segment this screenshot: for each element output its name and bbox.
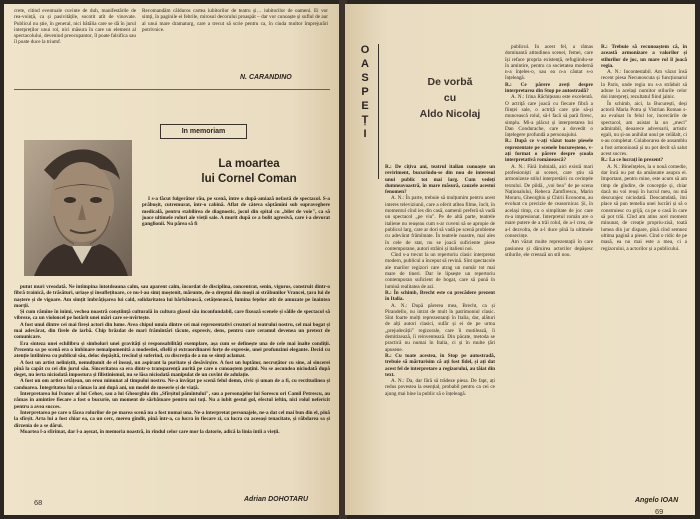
portrait-photo <box>24 140 132 276</box>
section-title-letter: P <box>361 86 369 98</box>
obituary-paragraph: A fost unul dintre cei mai fireși actori din lume. Avea chipul unuia dintre cei mai reprezentativi creatori ai teatrului nostru, cel mai bogat și mai adevărat, din firele de iarbă. Chip brăzdat de mari frămîntări tăcute, expresiv, dens, pentru care ceramul devenea un pretext de comunicare. <box>14 321 330 341</box>
interview-answer: Am văzut multe reprezentații în care pasiunea și dăruirea actorilor depășesc stilurile, ele creează un stil nou. <box>505 239 593 258</box>
prev-article-col1: crete, citind eventuale cuvinte de duh, manifestările de rea-voință, ca și pasivitățile, socotit atît de vinovate. Publicul nu știe, în general, nici bătălia care se dă în jurul interpreților unui rol, nici măsura în care un element al spectacolului, devenind preocupantor, îl poate falsifica sau îl poate duce la triumf. <box>14 8 136 46</box>
section-title-letter: S <box>361 72 369 84</box>
interview-answer: A. N.: Fără îndoială, aici există mari profesioniști ai scenei, care știu să armonizeze stilul interpretării cu cerințele textului. De pildă, „voi bea" de pe scena Naționalului, Rebeca Zamfirescu, Marin Moraru, Gheorghiu și Chirii Economu, au evoluat cu precizie de ceasornicar. Și, în același timp, cu o simplitate de joc care m-a impresionat. Interpretul român are o mare putere de a trăi rolul, de a-l crea, de a-l dezvolta, de a-l duce pînă la ultimele consecințe. <box>505 163 593 239</box>
interview-question: R.: Cu toate acestea, în Stop pe autostradă, trebuie să mărturisim că ați fost fidel, și ați dat acest fel de interpretare a regizorului, au tăiat din text. <box>385 352 495 378</box>
page-number-left: 68 <box>34 498 43 507</box>
interview-answer: În schimb, aici, la București, deși actorii Maria Potra și Vistrian Roman s-au evaluat în felul lor, încercările de spectacol, am asistat la un „meci" admirabil, deoarece adversarii, artistic egali, nu și-au anihilat unul pe celălalt, ci s-au completat. Colaborarea de ansamblu a fost armonioasă și nu pot decît să salut acest succes. <box>601 100 687 158</box>
memoriam-label: In memoriam <box>181 128 226 135</box>
section-divider <box>14 89 330 90</box>
obituary-paragraph: A fost un artist neliniștit, nemulțumit de el însuși, un aspirant la puritate și desăvîrșire. A fost un luptător, necruțător cu sine, al sincerei pînă la capăt cu cei din jurul său. Sinceritatea sa era dintr-o transparență aurită pe care o cunoaștem puțini. Nu se ascundea niciodată după deget, nu ierta niciodată impostura și filistinismul, nu se lăsa niciodată manipulat de un cuvînt de adulație. <box>14 359 330 379</box>
interview-question: R.: Trebuie să recunoaștem că, în această armonizare a valorilor și stilurilor de joc, un mare rol îl joacă regia. <box>601 44 687 69</box>
obituary-body <box>14 284 330 492</box>
obituary-title-line1: La moartea <box>218 158 280 170</box>
obituary-paragraph: Moartea l-a sfîrîmat, dar l-a așezat, în memoria noastră, în rîndul celor care mor la datorie, adică la linia întîi a vieții. <box>20 428 280 435</box>
memoriam-label-box <box>160 124 247 139</box>
interview-answer: A. N.: În parte, trebuie să mulțumim pentru acest interes televiziunii, care a oferit atîtea filme, încît, în momentul cînd ies din casă, oamenii preferă să vadă un spectacol „pe viu". Pe de altă parte, teatrele italiene nu reușeau cum s-ar cuveni să se apropie de publicul larg, care ar dori să vadă pe scenă probleme cu adevărat frămîntate. În teatrele noastre, mai ales în cele de stat, nu se joacă suficiente piese contemporane, autori străini și italieni noi. <box>385 195 495 252</box>
interview-question: R.: De cîțiva ani, teatrul italian cunoaște un reviriment, bucurîndu-se din nou de interesul unui public tot mai larg. Cum vedeți dumneavoastră, în mare măsură, cauzele acestui fenomen? <box>385 164 495 196</box>
section-title-letter: Ț <box>361 114 369 126</box>
interview-question: R.: După ce v-ați văzut toate piesele reprezentate pe scenele bucureștene, v-ați format o părere despre școala interpretativă românească? <box>505 138 593 164</box>
interview-question: R.: Ce părere aveți despre interpretarea din Stop pe autostradă? <box>505 81 593 95</box>
interview-title-line3: Aldo Nicolaj <box>419 108 481 120</box>
interview-question: R.: În schimb, Brecht este cu precădere prezent în Italia. <box>385 289 495 303</box>
section-title-rule <box>378 44 379 179</box>
obituary-paragraph: putut muri vreodată. Ne întîmpina întotdeauna calm, sau aparent calm, încordat de disciplina, concentrat, senin, viguros, construit dintr-o fibră trainică, de trăsături, uriașe și însuflețitoare, ce nu-l-au simț moștenit, mărunte, de-a dreptul din moșii ai străbunilor Vrancei, țara lui de naștere și de vigoare. Am simțit îmbrățișarea lui cald, solidaritatea lui bărbătească, cetățenească, lumina fețelor atît de amuzate pe înaintea morții. <box>14 284 330 309</box>
interview-answer: Cînd s-a trecut la un repertoriu clasic interpretat modern, publicul a început să revină. Sînt spectacole ale marilor regizori care atrag un număr tot mai mare de tineri. Dar le lipsește un repertoriu contemporan suficient de bogat, care să pună în lumină realitatea de azi. <box>385 252 495 290</box>
obituary-paragraph: Și cum rămîne în inimi, vechea noastră conștiință culturală în cultura glasul său inconfundabil, care fixează scenele și sălile de spectacol să vibreze, ca un violoncel pe hotărît unei mări care se-nvîrtește. <box>14 309 330 322</box>
prev-article-author: N. CARANDINO <box>240 74 292 81</box>
right-page <box>345 4 695 515</box>
obituary-paragraph: Interpretarea pe care o făcea rolurilor de pe marea scenă nu a fost numai una. Ne-a interpretat personajele, ne-a dat cel mai bun din el, pînă la sfîrșit. Arta lui a fost chiar ea, ca un cerc, mereu gîndit, pînă într-a, ca lucra în fiecare zi, ca lucra cu aceeași tenacitate, și răbdarea sa și dîrzenia de a se dărui. <box>14 409 330 429</box>
interview-answer: A. N.: Bineînțeles, la o nouă comedie, dar încă nu pot da amănunte asupra ei. Important, pentru mine, este acum să am timp de gîndire, de concepție și, chiar dacă nu voi reuși în lucrul meu, nu mă descurajez niciodată. Deocamdată, îmi place să pun temelia unei lucrări și să o construiesc cu grijă, ca pe o casă în care să pot trăi. Cînd am atins acel moment minunat, de creație propriu-zisă, toată lumea din jur dispare, pînă cînd semnez ultima pagină a piesei. Cînd o ridic de pe masă, ea nu mai este a mea, ci a regizorului, a actorilor și a publicului. <box>601 163 687 252</box>
section-title-letter: A <box>361 58 369 70</box>
interview-column-2 <box>505 44 593 509</box>
obituary-author: Adrian DOHOTARU <box>244 496 309 503</box>
portrait-image <box>24 140 132 276</box>
obituary-lead <box>142 196 330 282</box>
prev-article-col2: Recomandăm călduros cartea iubitorilor de teatru și… iubitorilor de oameni. Ei vor simți, în paginile ei febrile, mirosul decorului proaspăt – dar vor cunoaște și suflul de aur al unui mare dramaturg, care a trecut să scrie pentru ca, în ciuda multor împrejurări potrivnice. <box>142 8 328 33</box>
section-title-letter: I <box>363 128 367 140</box>
section-title-vertical <box>357 44 373 142</box>
interview-author: Angelo IOAN <box>635 497 679 504</box>
obituary-paragraph: Interpretarea lui Ivanov al lui Cehov, sau a lui Gheorghiu din „Sfîrșitul pămîntului", sau a personajelor lui Sorescu ori Camil Petrescu, au rămas în amintire fiecare a fost o bucurie, un moment de sărbătoare pentru noi toți. Nu a iubit gestul gol, efectul ieftin, nici rolul nefericit pentru a avea succes. <box>14 391 330 410</box>
interview-title-line2: cu <box>443 92 457 104</box>
obituary-paragraph: A fost un om artist cetățean, un erou minunat al timpului nostru. Ne-a învățat pe scenă felul demn, civic și uman de a fi, cu rectitudinea și candoarea. Integritatea lui a rămas la ani după ani, un model de meserie și de viață. <box>14 378 330 391</box>
obituary-title-line2: lui Cornel Coman <box>201 173 297 185</box>
obituary-paragraph: Era sinteza unei echilibru și simboluri unei gravități și responsabilități exemplare, așa cum se definește una de cele mai înalte condiții. Prezenta sa pe scenă era o îmbinare nemaipomenită a modestiei, sfielii și extraordinarei forțe de expresie, unei profunzimi elegante. Decid cu atenție întîlnirea cu publicul său, deloc depășită, trecînd și suferind, cu discreția de a nu se simți aclamat. <box>14 340 330 360</box>
page-number-right: 69 <box>655 507 664 515</box>
interview-answer: A. N.: După părerea mea, Brecht, ca și Pirandello, nu intrat de mult în patrimoniul clasic. Sînt foarte mulți reprezentanți în Italia, dar, alături de alți autori clasici, sufăr și ei de pe urma „prejudecății" regizorale, care îi mutilează, îi demitizează, îi reinventează. Din păcate, metoda se practică nu numai în Italia, ci și în multe țări apusene. <box>385 302 495 353</box>
interview-column-1 <box>385 164 495 509</box>
interview-title <box>390 74 510 122</box>
interview-column-3 <box>601 44 687 494</box>
interview-title-line1: De vorbă <box>427 76 473 88</box>
interview-answer: A. N.: Incontestabil. Am văzut însă recent piesa Necunoscuta și funcționarul la Paris, unde regia nu s-a străduit să adune la același numitor stilurile celor doi interpreți, rezultatul fiind jalnic. <box>601 69 687 101</box>
obituary-lead-paragraph: I s-a făcut fulgerător rău, pe scenă, între o după-amiază nefastă de spectacol. S-a prăbușit, cutremurat, într-o cabină. Aflat de câteva săptămîni sub supraveghere medicală, pentru stabilirea de diagnostic, jocul din spital cu „bilet de voie", ca să joace ultimele roluri ale vieții sale. A murit după ce a bolit agresivă, care i-a devorat ganglionii. Nu părea să fi <box>142 196 330 228</box>
interview-answer: A. N.: Irina Răchițeanu este excelentă. O actriță care joacă cu fiecare fibră a ființei sale, o actriță care știe să-și muncească rolul, să-l facă să pară firesc, simplu. Mi-a plăcut și interpretarea lui Dan Condurache, care a dovedit o înțelegere profundă a personajului. <box>505 94 593 139</box>
interview-question: R.: La ce lucrați în prezent? <box>601 157 664 164</box>
interview-answer: A. N.: Da, dar fără să trădeze piesa. De fapt, ați redus povestea la esențial, probabil pentru ca cei ce ajung mai bine la public să o înțeleagă. <box>385 378 495 397</box>
left-page <box>4 4 341 515</box>
section-title-letter: E <box>361 100 369 112</box>
obituary-title <box>169 157 329 187</box>
section-title-letter: O <box>360 44 370 56</box>
interview-answer: publicul. În acest fel, a rămas dominantă atitudinea scenei, femei, care își reface propria existență, refugiindu-se în amintire, pentru ca societatea modernă n-a înțeles-o, sau ea n-a căutat s-o înțeleagă. <box>505 44 593 82</box>
